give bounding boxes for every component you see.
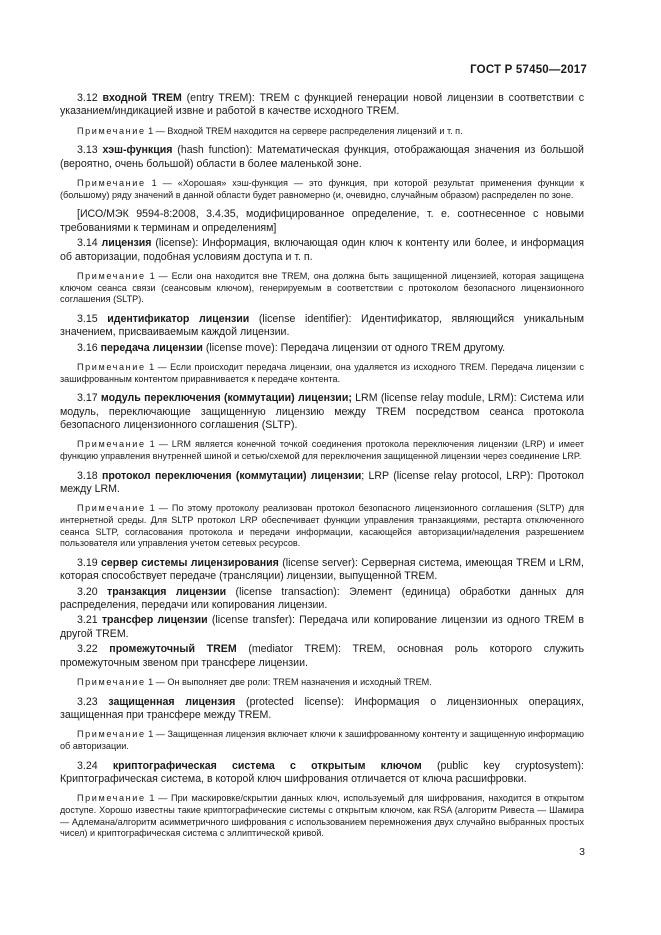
note-paragraph	[60, 439, 584, 462]
note-label: Примечание	[77, 729, 146, 740]
note-text: 1 — Если она находится вне TREM, она должна быть защищенной лицензией, которая защищена ключом сеанса связи (сеансовым ключом), генерируемым в соответствии с протоколом безопасного лицензионного соглашения (SLTP).	[60, 271, 584, 305]
note-label: Примечание	[77, 677, 146, 688]
page-number: 3	[579, 846, 585, 858]
term-definition: (public key cryptosystem): Криптографическая система, в которой ключ шифрования отличается от ключа расшифровки.	[60, 759, 584, 786]
term-number: 3.20	[77, 585, 98, 598]
document-header: ГОСТ Р 57450—2017	[470, 64, 587, 76]
term-title: защищенная лицензия	[108, 695, 236, 708]
note-label: Примечание	[77, 271, 146, 282]
note-text: 1 — Входной TREM находится на сервере распределения лицензий и т. п.	[145, 125, 463, 136]
term-number: 3.14	[77, 237, 98, 250]
definition-paragraph	[60, 643, 584, 670]
term-title: транзакция лицензии	[107, 585, 227, 598]
note-paragraph	[60, 729, 584, 752]
note-paragraph	[60, 362, 584, 385]
term-number: 3.15	[77, 312, 98, 325]
term-title: промежуточный TREM	[109, 643, 237, 656]
document-body	[60, 92, 584, 847]
note-paragraph	[60, 126, 584, 138]
note-text: 1 — Если происходит передача лицензии, она удаляется из исходного TREM. Передача лицензии с зашифрованным контентом приравнивается к передаче контента.	[60, 362, 584, 384]
term-definition: (hash function): Математическая функция, отображающая значения из большой (вероятно, очень большой) области в более маленькой зоне.	[60, 144, 584, 170]
definition-paragraph	[60, 392, 584, 432]
note-paragraph	[60, 271, 584, 306]
note-text: 1 — Защищенная лицензия включает ключи к зашифрованному контенту и защищенную информацию об авторизации.	[60, 729, 584, 752]
term-definition: (mediator TREM): TREM, основная роль которого служить промежуточным звеном при трансфере лицензии.	[60, 643, 584, 669]
definition-paragraph	[60, 557, 584, 584]
term-number: 3.17	[77, 392, 98, 405]
note-label: Примечание	[77, 362, 146, 373]
note-label: Примечание	[77, 439, 146, 450]
term-definition: (license): Информация, включающая один ключ к контенту или более, и информация об авторизации, подобная условиям доступа и т. п.	[60, 237, 584, 263]
definition-paragraph	[60, 342, 584, 355]
note-paragraph	[60, 178, 584, 201]
term-number: 3.24	[77, 759, 98, 772]
term-title: модуль переключения (коммутации) лицензии;	[100, 392, 352, 405]
note-text: 1 — При маскировке/скрытии данных ключ, используемый для шифрования, находится в открытом доступе. Хорошо известны такие криптографические системы с открытым ключом, как RSA (алгоритм Ривеста — Шамира — Адлемана/алгоритм асимметричного шифрования с использованием перемножения двух случайно выбранных простых чисел) и криптографическая система с эллиптической кривой.	[60, 793, 584, 839]
term-title: хэш-функция	[102, 144, 173, 157]
note-label: Примечание	[77, 178, 146, 189]
term-definition: (license server): Серверная система, имеющая TREM и LRM, которая способствует передаче (трансляции) лицензии, выпущенной TREM.	[60, 556, 585, 583]
definition-paragraph	[60, 696, 584, 723]
definition-paragraph	[60, 237, 584, 264]
note-label: Примечание	[77, 125, 146, 136]
term-definition: (license identifier): Идентификатор, являющийся уникальным значением, присваиваемым каждой лицензии.	[60, 312, 584, 339]
definition-paragraph	[60, 313, 584, 340]
term-number: 3.12	[77, 92, 98, 104]
term-title: передача лицензии	[100, 341, 203, 354]
term-definition: LRM (license relay module, LRM): Система или модуль, переключающие защищенную лицензию между TREM посредством сеанса протокола безопасного лицензионного соглашения (SLTP).	[60, 392, 584, 432]
note-label: Примечание	[77, 503, 146, 514]
term-title: криптографическая система с открытым ключом	[112, 759, 422, 772]
term-definition: (license transaction): Элемент (единица) обработки данных для распределения, передачи или копирования лицензии.	[60, 585, 584, 612]
term-number: 3.13	[77, 144, 98, 157]
note-paragraph	[60, 793, 584, 839]
definition-paragraph	[60, 144, 584, 171]
term-title: идентификатор лицензии	[107, 312, 250, 325]
term-number: 3.23	[77, 695, 98, 708]
definition-paragraph	[60, 586, 584, 613]
term-number: 3.18	[77, 469, 98, 482]
definition-paragraph	[60, 760, 584, 787]
term-number: 3.22	[77, 643, 98, 656]
term-title: входной TREM	[102, 92, 182, 104]
term-number: 3.21	[77, 614, 98, 627]
term-number: 3.16	[77, 341, 98, 354]
note-text: 1 — По этому протоколу реализован протокол безопасного лицензионного соглашения (SLTP) для интернетной среды. Для SLTP протокол LRP обеспечивает функции управления транзакциями, рестарта отключенного сеанса SLTP, согласования протокола и передачи информации, касающейся авторизации/наделения разрешением пользователя или управления учетом сетевых ресурсов.	[60, 503, 584, 549]
note-label: Примечание	[77, 793, 146, 804]
note-paragraph	[60, 677, 584, 689]
term-definition: (license move): Передача лицензии от одного TREM другому.	[202, 341, 506, 354]
note-text: 1 — Он выполняет две роли: TREM назначения и исходный TREM.	[145, 677, 432, 688]
note-text: 1 — LRM является конечной точкой соединения протокола переключения лицензии (LRP) и имеет функцию управления внутренней шиной и сетью/схемой для переключения защищенной лицензии через соединение LRP.	[60, 439, 584, 462]
term-number: 3.19	[77, 556, 98, 569]
term-title: трансфер лицензии	[101, 614, 208, 627]
definition-paragraph	[60, 92, 584, 119]
reference-text: [ИСО/МЭК 9594-8:2008, 3.4.35, модифицированное определение, т. е. соотнесенное с новыми требованиями к терминам и определениям]	[60, 208, 584, 234]
definition-paragraph	[60, 470, 584, 497]
term-definition: (license transfer): Передача или копирование лицензии из одного TREM в другой TREM.	[60, 614, 584, 640]
term-title: сервер системы лицензирования	[100, 556, 279, 569]
reference-paragraph	[60, 208, 584, 235]
term-definition: ; LRP (license relay protocol, LRP): Протокол между LRM.	[60, 469, 584, 496]
term-title: протокол переключения (коммутации) лицензии	[101, 469, 362, 482]
term-definition: (entry TREM): TREM с функцией генерации новой лицензии в соответствии с указанием/индикацией извне и работой в качестве исходного TREM.	[60, 92, 584, 118]
note-paragraph	[60, 503, 584, 549]
term-title: лицензия	[101, 237, 152, 250]
definition-paragraph	[60, 614, 584, 641]
term-definition: (protected license): Информация о лицензионных операциях, защищенная при трансфере между TREM.	[60, 695, 584, 722]
note-text: 1 — «Хорошая» хэш-функция — это функция, при которой результат применения функции к (большому) ряду значений в данной области будет равномерно (и, очевидно, случайным образом) распределен по зоне.	[60, 178, 584, 200]
